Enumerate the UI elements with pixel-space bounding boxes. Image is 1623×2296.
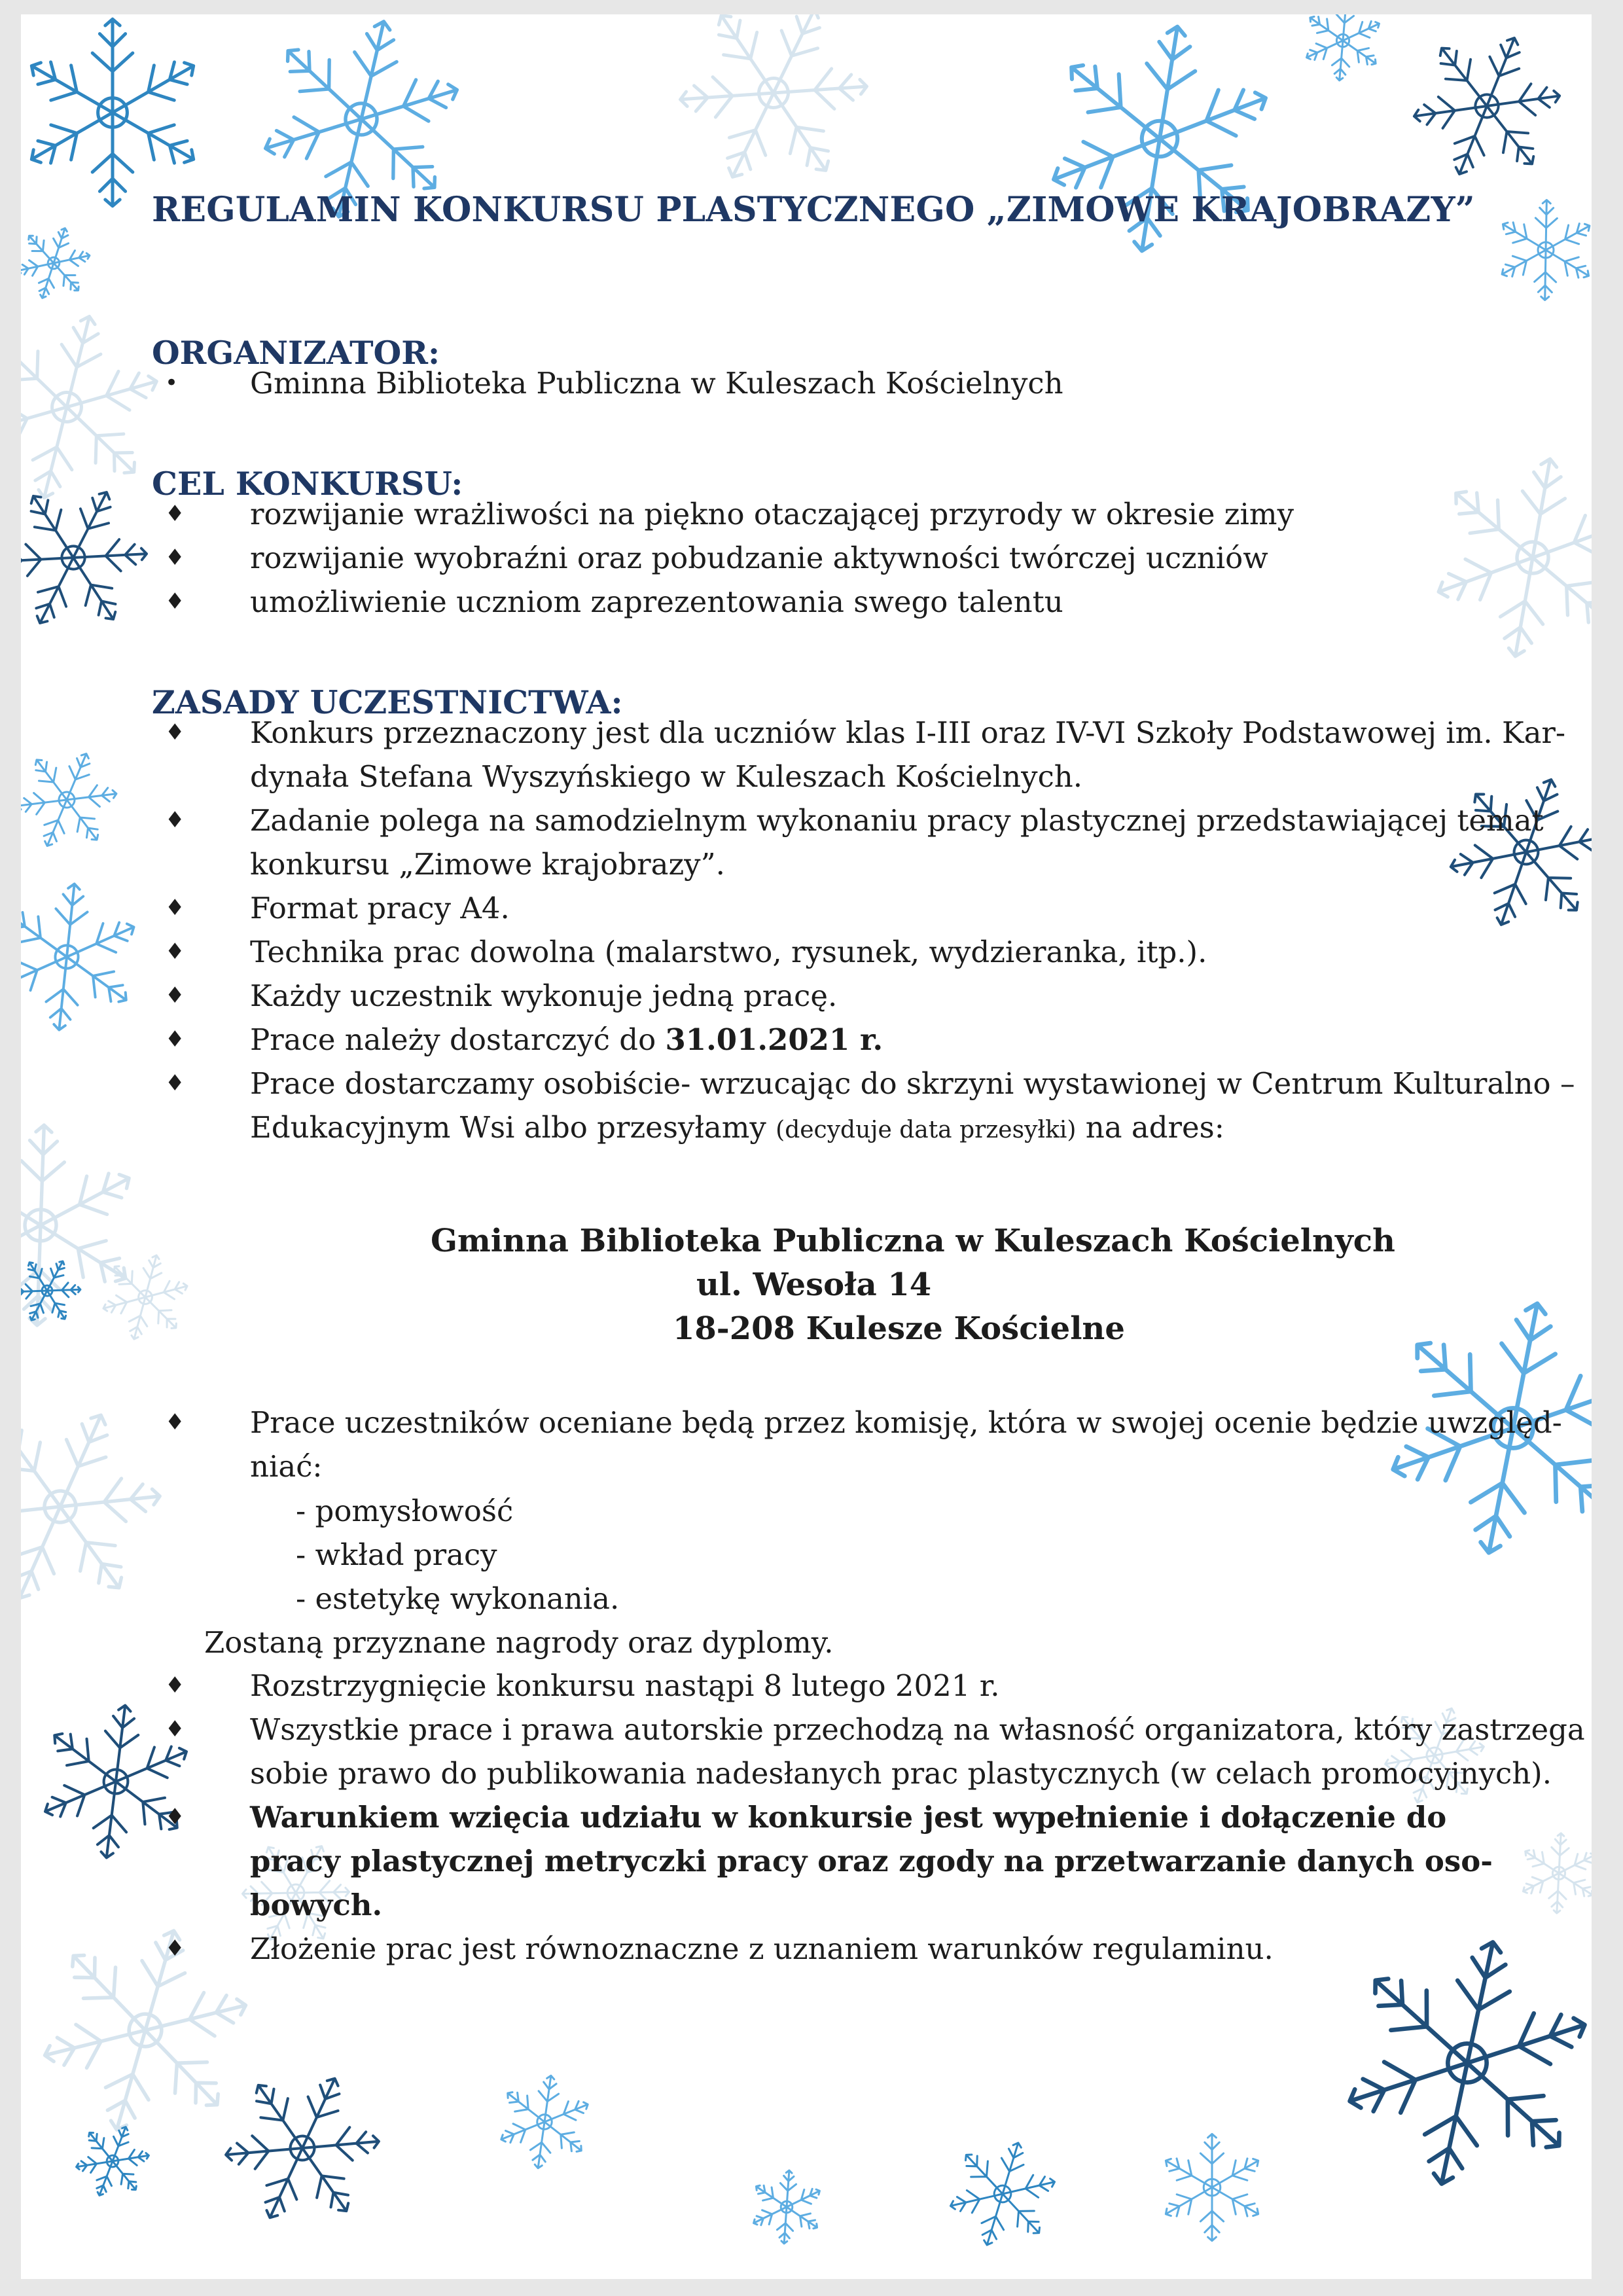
- bullet-diamond-icon: ♦: [165, 807, 185, 833]
- bullet-diamond-icon: ♦: [165, 1804, 185, 1830]
- bullet-diamond-icon: ♦: [165, 719, 185, 745]
- bullet-diamond-icon: ♦: [165, 982, 185, 1009]
- bullet-diamond-icon: ♦: [165, 588, 185, 615]
- organizer-heading: ORGANIZATOR:: [152, 334, 440, 372]
- address-line-2: ul. Wesoła 14: [696, 1266, 932, 1303]
- address-line-1: Gminna Biblioteka Publiczna w Kuleszach Kościelnych: [431, 1223, 1395, 1259]
- document-content: REGULAMIN KONKURSU PLASTYCZNEGO „ZIMOWE KRAJOBRAZY” ORGANIZATOR: • Gminna Biblioteka Publiczna w Kuleszach Kościelnych CEL KONKURSU: ♦ rozwijanie wrażliwości na piękno otaczającej przyrody w okresie zimy ♦ rozwijanie wyobraźni oraz pobudzanie aktywności twórczej uczniów ♦ umożliwienie uczniom zaprezentowania swego talentu ZASADY UCZESTNICTWA: ♦ Konkurs przeznaczony jest dla uczniów klas I-III oraz IV-VI Szkoły Podstawowej im. Kar- dynała Stefana Wyszyńskiego w Kuleszach Kościelnych. ♦ Zadanie polega na samodzielnym wykonaniu pracy plastycznej przedstawiającej temat konkursu „Zimowe krajobrazy”. ♦ Format pracy A4. ♦ Technika prac dowolna (malarstwo, rysunek, wydzieranka, itp.). ♦ Każdy uczestnik wykonuje jedną pracę. ♦ Prace należy dostarczyć do 31.01.2021 r. ♦ Prace dostarczamy osobiście- wrzucając do skrzyni wystawionej w Centrum Kulturalno – Edukacyjnym Wsi albo przesyłamy (decyduje data przesyłki) na adres: Gminna Biblioteka Publiczna w Kuleszach Kościelnych ul. Wesoła 14 18-208 Kulesze Kościelne ♦ Prace uczestników oceniane będą przez komisję, która w swojej ocenie będzie uwzględ- niać: - pomysłowość - wkład pracy - estetykę wykonania. Zostaną przyznane nagrody oraz dyplomy. ♦ Rozstrzygnięcie konkursu nastąpi 8 lutego 2021 r. ♦ Wszystkie prace i prawa autorskie przechodzą na własność organizatora, który zastrzega sobie prawo do publikowania nadesłanych prac plastycznych (w celach promocyjnych). ♦ Warunkiem wzięcia udziału w konkursie jest wypełnienie i dołączenie do pracy plastycznej metryczki pracy oraz zgody na przetwarzanie danych oso- bowych. ♦ Złożenie prac jest równoznaczne z uznaniem warunków regulaminu.: [21, 14, 1592, 2279]
- goal-heading: CEL KONKURSU:: [152, 465, 463, 503]
- bullet-diamond-icon: ♦: [165, 501, 185, 527]
- bullet-diamond-icon: ♦: [165, 1672, 185, 1698]
- criterion: - pomysłowość: [296, 1494, 514, 1528]
- criterion: - estetykę wykonania.: [296, 1581, 620, 1616]
- awards-note: Zostaną przyznane nagrody oraz dyplomy.: [204, 1625, 834, 1660]
- deadline-date: 31.01.2021 r.: [665, 1022, 883, 1057]
- bullet-diamond-icon: ♦: [165, 1716, 185, 1742]
- rules-heading: ZASADY UCZESTNICTWA:: [152, 683, 623, 721]
- bullet-diamond-icon: ♦: [165, 1070, 185, 1096]
- page-title: REGULAMIN KONKURSU PLASTYCZNEGO „ZIMOWE KRAJOBRAZY”: [152, 190, 1475, 230]
- bullet-diamond-icon: ♦: [165, 1935, 185, 1962]
- criterion: - wkład pracy: [296, 1537, 497, 1572]
- address-line-3: 18-208 Kulesze Kościelne: [673, 1310, 1125, 1347]
- bullet-diamond-icon: ♦: [165, 1409, 185, 1435]
- page-sheet: [21, 14, 1592, 2279]
- bullet-diamond-icon: ♦: [165, 1026, 185, 1052]
- bullet-diamond-icon: ♦: [165, 895, 185, 921]
- bullet-diamond-icon: ♦: [165, 545, 185, 571]
- bullet-dot-icon: •: [165, 370, 179, 396]
- bullet-diamond-icon: ♦: [165, 939, 185, 965]
